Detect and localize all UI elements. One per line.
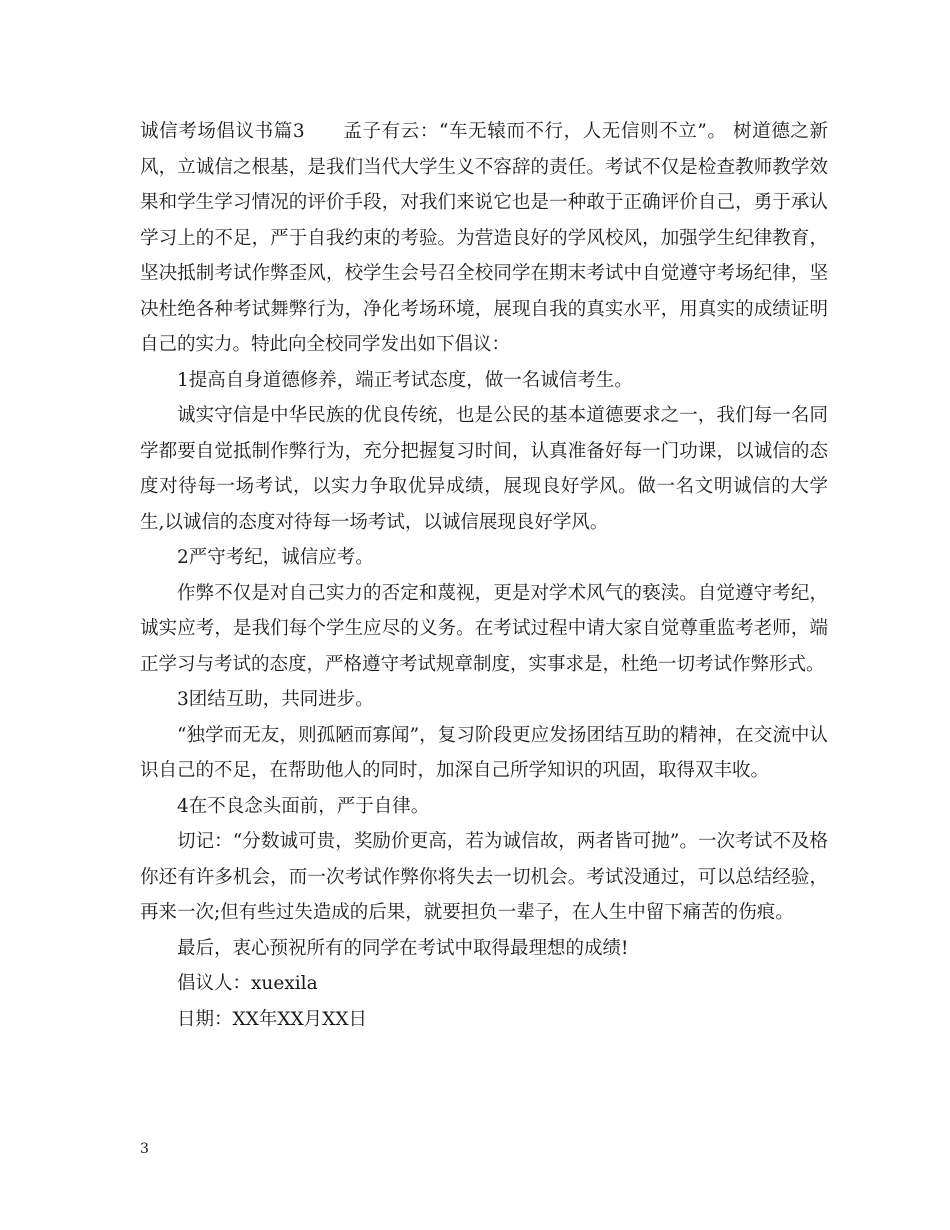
point-1-heading: 1提高自身道德修养，端正考试态度，做一名诚信考生。: [177, 369, 633, 391]
date-line: 日期：XX年XX月XX日: [177, 1008, 368, 1030]
intro-paragraph: 诚信考场倡议书篇3 孟子有云：“车无辕而不行，人无信则不立”。 树道德之新风，立诚信之根基，是我们当代大学生义不容辞的责任。考试不仅是检查教师教学效果和学生学习情况的评价手段，对我们来说它也是一种敢于正确评价自己，勇于承认学习上的不足，严于自我约束的考验。为营造良好的学风校风，加强学生纪律教育，坚决抵制考试作弊歪风，校学生会号召全校同学在期末考试中自觉遵守考场纪律，坚决杜绝各种考试舞弊行为，净化考场环境，展现自我的真实水平，用真实的成绩证明自己的实力。特此向全校同学发出如下倡议：: [140, 121, 828, 355]
point-2-body: 作弊不仅是对自己实力的否定和蔑视，更是对学术风气的亵渎。自觉遵守考纪，诚实应考，是我们每个学生应尽的义务。在考试过程中请大家自觉尊重监考老师，端正学习与考试的态度，严格遵守考试规章制度，实事求是，杜绝一切考试作弊形式。: [140, 582, 828, 675]
point-3-body: “独学而无友，则孤陋而寡闻”，复习阶段更应发扬团结互助的精神，在交流中认识自己的不足，在帮助他人的同时，加深自己所学知识的巩固，取得双丰收。: [140, 724, 828, 781]
initiator-line: 倡议人：xuexila: [177, 973, 318, 994]
point-4-body: 切记：“分数诚可贵，奖励价更高，若为诚信故，两者皆可抛”。一次考试不及格你还有许多机会，而一次考试作弊你将失去一切机会。考试没通过，可以总结经验，再来一次;但有些过失造成的后果，就要担负一辈子，在人生中留下痛苦的伤痕。: [140, 831, 828, 923]
page-number: 3: [140, 1141, 149, 1157]
point-2-heading: 2严守考纪，诚信应考。: [177, 547, 374, 568]
document-body: [140, 114, 828, 1037]
closing-wish: 最后，衷心预祝所有的同学在考试中取得最理想的成绩!: [177, 937, 629, 959]
point-1-body: 诚实守信是中华民族的优良传统，也是公民的基本道德要求之一，我们每一名同学都要自觉抵制作弊行为，充分把握复习时间，认真准备好每一门功课，以诚信的态度对待每一场考试，以实力争取优异成绩，展现良好学风。做一名文明诚信的大学生,以诚信的态度对待每一场考试，以诚信展现良好学风。: [140, 405, 828, 533]
point-3-heading: 3团结互助，共同进步。: [177, 689, 374, 710]
point-4-heading: 4在不良念头面前，严于自律。: [177, 795, 430, 817]
